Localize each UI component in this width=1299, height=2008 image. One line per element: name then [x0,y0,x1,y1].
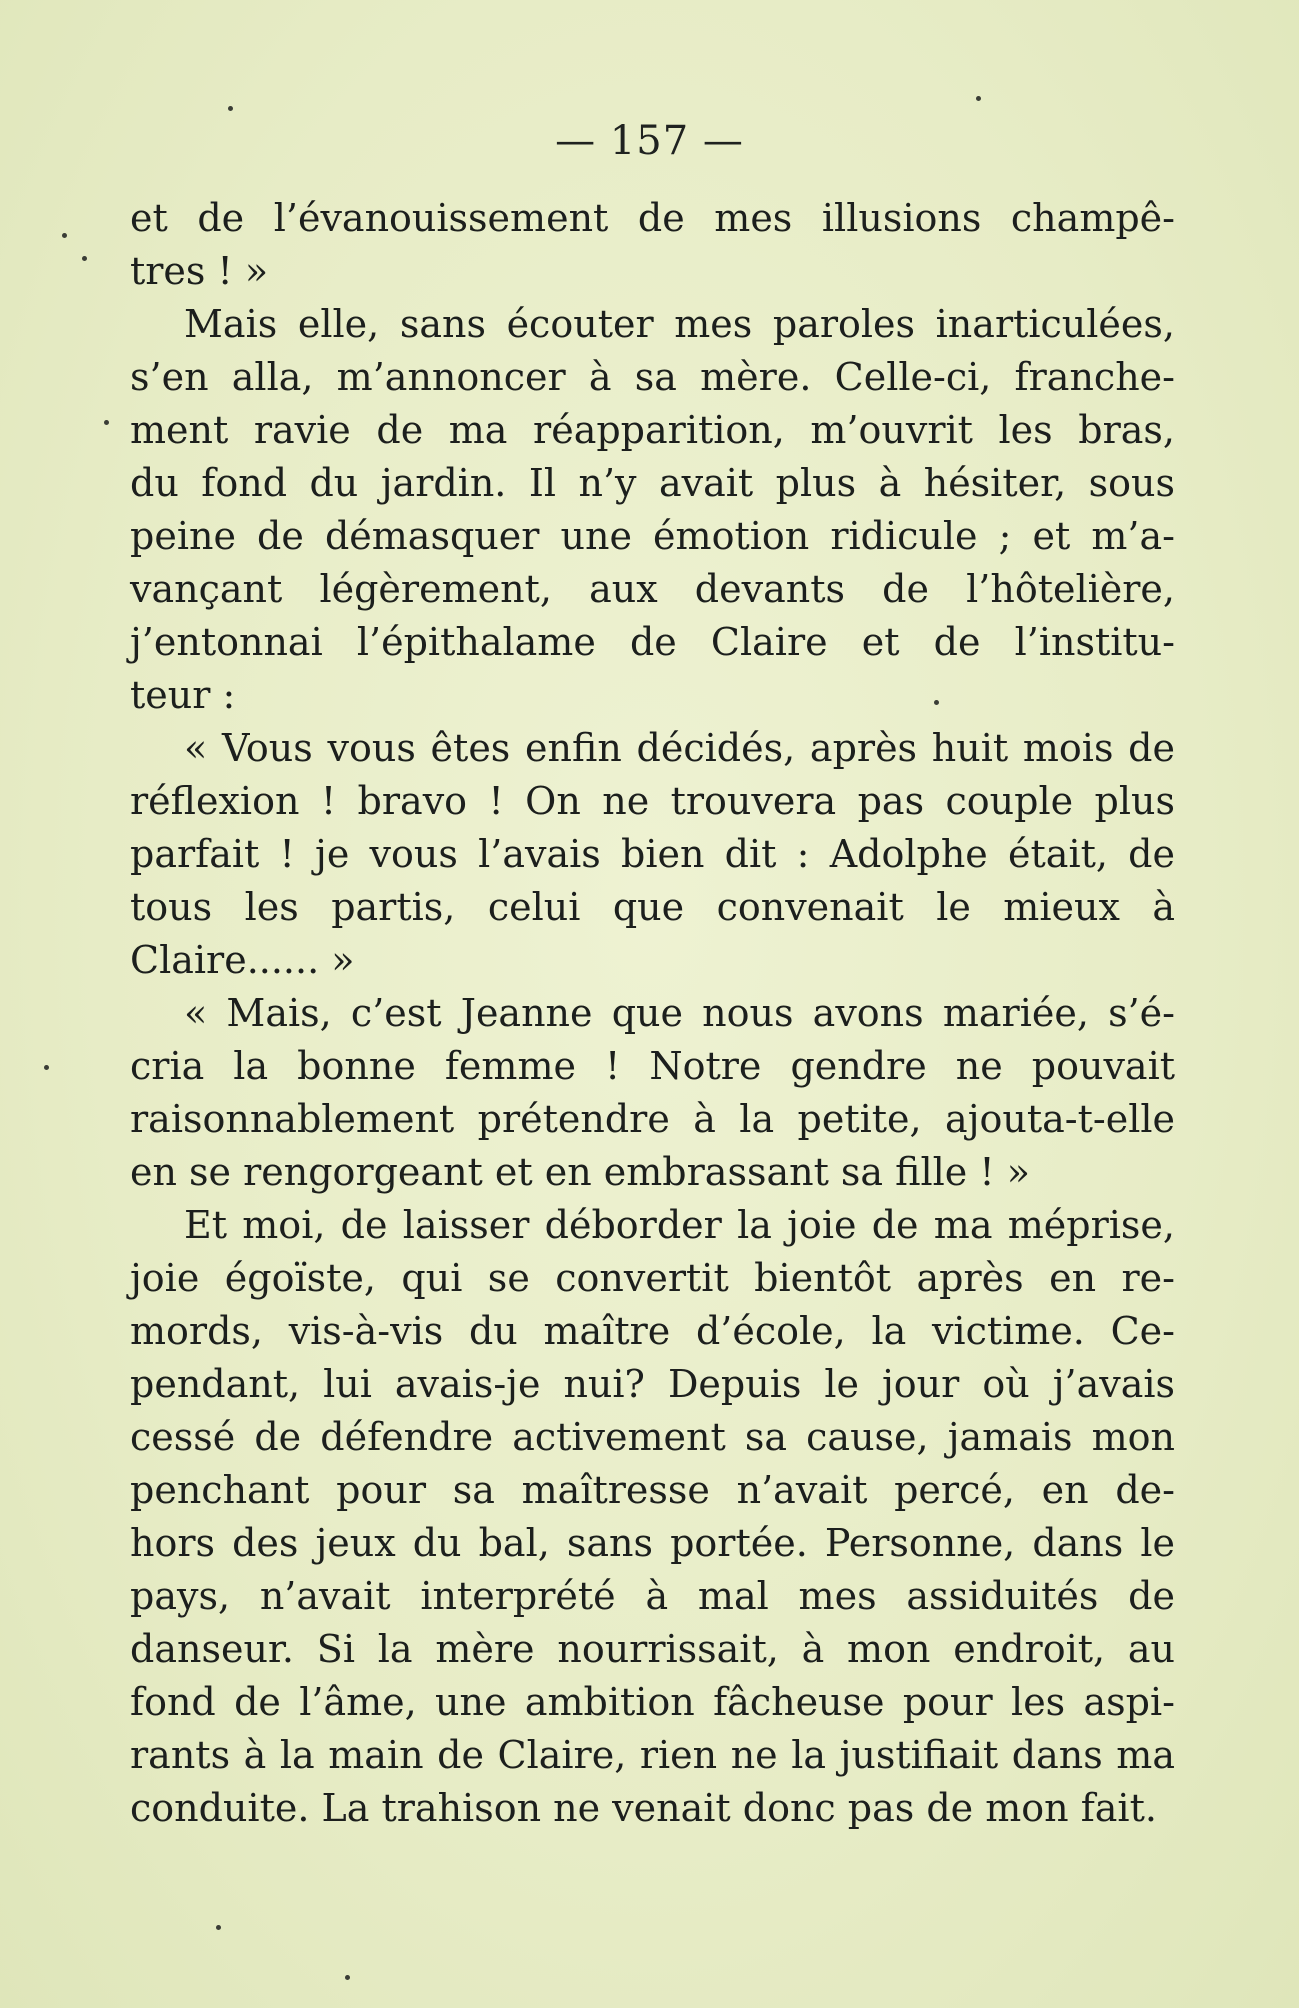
text-line: vançant légèrement, aux devants de l’hôtelière, [130,567,1175,611]
text-line: conduite. La trahison ne venait donc pas de mon fait. [130,1786,1157,1830]
paper-speck [82,256,87,261]
text-line: « Vous vous êtes enfin décidés, après huit mois de [184,726,1175,770]
text-line: réflexion ! bravo ! On ne trouvera pas couple plus [130,779,1175,823]
text-line: rants à la main de Claire, rien ne la justifiait dans ma [130,1733,1175,1777]
text-line: cria la bonne femme ! Notre gendre ne pouvait [130,1044,1175,1088]
text-line: « Mais, c’est Jeanne que nous avons mariée, s’é- [184,991,1175,1035]
text-line: raisonnablement prétendre à la petite, ajouta-t-elle [130,1097,1175,1141]
paper-speck [216,1925,221,1930]
text-line: peine de démasquer une émotion ridicule ; et m’a- [130,514,1175,558]
text-line: teur : [130,673,236,717]
text-line: cessé de défendre activement sa cause, jamais mon [130,1415,1175,1459]
text-line: pays, n’avait interprété à mal mes assiduités de [130,1574,1175,1618]
text-line: tres ! » [130,249,269,293]
paper-speck [62,233,67,238]
text-line: du fond du jardin. Il n’y avait plus à hésiter, sous [130,461,1175,505]
paper-speck [345,1975,350,1980]
paper-speck [228,106,233,111]
text-line: hors des jeux du bal, sans portée. Personne, dans le [130,1521,1175,1565]
text-line: joie égoïste, qui se convertit bientôt après en re- [130,1256,1175,1300]
text-line: Et moi, de laisser déborder la joie de ma méprise, [184,1203,1175,1247]
text-line: en se rengorgeant et en embrassant sa fille ! » [130,1150,1030,1194]
text-line: ment ravie de ma réapparition, m’ouvrit les bras, [130,408,1175,452]
text-line: j’entonnai l’épithalame de Claire et de l’institu- [130,620,1175,664]
text-line: s’en alla, m’annoncer à sa mère. Celle-ci, franche- [130,355,1175,399]
text-line: parfait ! je vous l’avais bien dit : Adolphe était, de [130,832,1175,876]
text-line: Claire...... » [130,938,355,982]
paper-speck [44,1065,49,1070]
paper-speck [976,96,981,101]
text-line: fond de l’âme, une ambition fâcheuse pour les aspi- [130,1680,1175,1724]
text-line: et de l’évanouissement de mes illusions champê- [130,196,1175,240]
body-text [130,192,1175,1835]
text-line: penchant pour sa maîtresse n’avait percé, en de- [130,1468,1175,1512]
text-line: mords, vis-à-vis du maître d’école, la victime. Ce- [130,1309,1175,1353]
page-number: — 157 — [555,118,744,164]
text-line: pendant, lui avais-je nui? Depuis le jour où j’avais [130,1362,1175,1406]
text-line: Mais elle, sans écouter mes paroles inarticulées, [184,302,1175,346]
paper-speck [104,420,109,425]
text-line: danseur. Si la mère nourrissait, à mon endroit, au [130,1627,1175,1671]
paper-speck [934,700,939,705]
text-line: tous les partis, celui que convenait le mieux à [130,885,1175,929]
